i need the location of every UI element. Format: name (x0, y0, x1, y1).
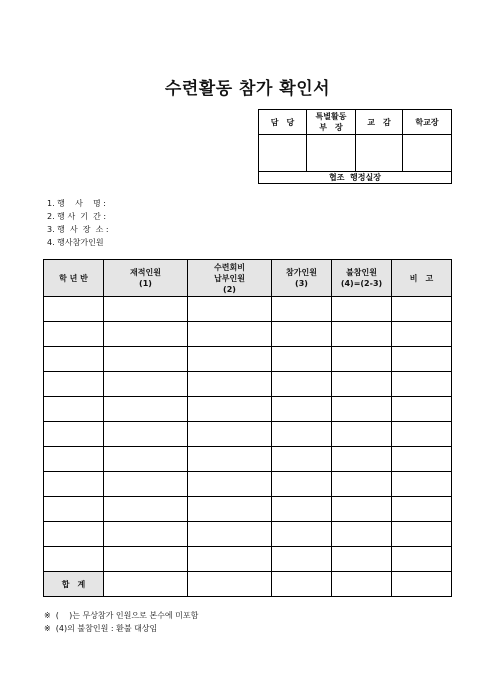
table-cell[interactable] (104, 447, 188, 472)
table-cell[interactable] (332, 522, 392, 547)
table-cell[interactable] (272, 297, 332, 322)
table-cell[interactable] (332, 447, 392, 472)
total-label: 합 계 (44, 572, 104, 597)
approval-header-principal: 학교장 (403, 110, 452, 135)
table-cell[interactable] (44, 347, 104, 372)
table-cell[interactable] (332, 322, 392, 347)
table-cell[interactable] (44, 322, 104, 347)
table-cell[interactable] (188, 397, 272, 422)
info-line-event-name: 1. 행 사 명 : (47, 199, 106, 208)
table-cell[interactable] (44, 472, 104, 497)
col-header-attended: 참가인원 (3) (272, 260, 332, 297)
signature-cell[interactable] (307, 135, 356, 172)
table-cell[interactable] (44, 372, 104, 397)
table-cell[interactable] (332, 347, 392, 372)
table-cell[interactable] (104, 397, 188, 422)
approval-header-manager: 담 당 (259, 110, 307, 135)
table-cell[interactable] (188, 297, 272, 322)
table-cell[interactable] (272, 422, 332, 447)
participation-table (43, 259, 452, 597)
col-header-absent: 불참인원 (4)=(2-3) (332, 260, 392, 297)
approval-box (258, 109, 452, 184)
table-body (44, 297, 452, 572)
signature-cell[interactable] (259, 135, 307, 172)
table-row (44, 497, 452, 522)
table-cell[interactable] (392, 422, 452, 447)
table-row (44, 322, 452, 347)
table-cell[interactable] (332, 372, 392, 397)
table-cell[interactable] (44, 422, 104, 447)
table-row (44, 472, 452, 497)
col-header-fee-paid: 수련회비 납부인원 (2) (188, 260, 272, 297)
event-info (47, 197, 109, 249)
table-cell[interactable] (392, 297, 452, 322)
table-cell[interactable] (188, 372, 272, 397)
table-row (44, 522, 452, 547)
table-row (44, 297, 452, 322)
table-row (44, 547, 452, 572)
table-cell[interactable] (104, 472, 188, 497)
footnote: ※ ( )는 무상참가 인원으로 본수에 미포함 (44, 611, 199, 620)
table-cell[interactable] (332, 547, 392, 572)
table-cell[interactable] (392, 447, 452, 472)
table-cell[interactable] (392, 522, 452, 547)
table-cell[interactable] (392, 547, 452, 572)
table-cell[interactable] (272, 572, 332, 597)
table-cell[interactable] (104, 347, 188, 372)
table-cell[interactable] (188, 422, 272, 447)
table-cell[interactable] (332, 397, 392, 422)
table-row (44, 397, 452, 422)
info-line-event-period: 2. 행 사 기 간 : (47, 212, 107, 221)
table-cell[interactable] (44, 397, 104, 422)
signature-cell[interactable] (403, 135, 452, 172)
table-cell[interactable] (332, 422, 392, 447)
table-cell[interactable] (272, 372, 332, 397)
total-row (44, 572, 452, 597)
table-cell[interactable] (104, 522, 188, 547)
table-cell[interactable] (104, 497, 188, 522)
info-line-event-place: 3. 행 사 장 소 : (47, 225, 109, 234)
footnote: ※ (4)의 불참인원 : 환불 대상임 (44, 624, 158, 633)
table-cell[interactable] (44, 297, 104, 322)
table-cell[interactable] (272, 522, 332, 547)
approval-header-activity-head: 특별활동 부 장 (307, 110, 356, 135)
col-header-enrolled: 재적인원 (1) (104, 260, 188, 297)
table-cell[interactable] (392, 347, 452, 372)
approval-footer: 협조 행정실장 (259, 172, 452, 184)
approval-header-vice-principal: 교 감 (356, 110, 403, 135)
info-line-participants: 4. 행사참가인원 (47, 238, 104, 247)
table-cell[interactable] (104, 422, 188, 447)
table-cell[interactable] (272, 347, 332, 372)
col-header-remarks: 비 고 (392, 260, 452, 297)
col-header-class: 학 년 반 (44, 260, 104, 297)
table-cell[interactable] (272, 497, 332, 522)
table-cell[interactable] (188, 447, 272, 472)
table-cell[interactable] (104, 372, 188, 397)
table-cell[interactable] (44, 547, 104, 572)
table-cell[interactable] (188, 472, 272, 497)
table-cell[interactable] (104, 572, 188, 597)
table-cell[interactable] (44, 497, 104, 522)
table-cell[interactable] (44, 522, 104, 547)
table-cell[interactable] (188, 497, 272, 522)
table-cell[interactable] (272, 447, 332, 472)
table-cell[interactable] (392, 322, 452, 347)
table-cell[interactable] (104, 322, 188, 347)
table-cell[interactable] (188, 322, 272, 347)
document-title: 수련활동 참가 확인서 (164, 79, 331, 99)
table-cell[interactable] (272, 322, 332, 347)
table-cell[interactable] (392, 372, 452, 397)
table-cell[interactable] (332, 572, 392, 597)
table-cell[interactable] (272, 547, 332, 572)
table-cell[interactable] (392, 572, 452, 597)
table-row (44, 422, 452, 447)
footnotes (44, 609, 198, 635)
table-cell[interactable] (272, 472, 332, 497)
table-cell[interactable] (392, 397, 452, 422)
table-cell[interactable] (104, 547, 188, 572)
table-cell[interactable] (332, 497, 392, 522)
table-cell[interactable] (392, 497, 452, 522)
table-cell[interactable] (332, 297, 392, 322)
table-cell[interactable] (44, 447, 104, 472)
table-cell[interactable] (188, 547, 272, 572)
table-row (44, 372, 452, 397)
table-cell[interactable] (188, 572, 272, 597)
table-cell[interactable] (272, 397, 332, 422)
signature-cell[interactable] (356, 135, 403, 172)
table-row (44, 347, 452, 372)
table-cell[interactable] (392, 472, 452, 497)
table-cell[interactable] (188, 347, 272, 372)
table-cell[interactable] (188, 522, 272, 547)
table-row (44, 447, 452, 472)
table-cell[interactable] (332, 472, 392, 497)
table-cell[interactable] (104, 297, 188, 322)
